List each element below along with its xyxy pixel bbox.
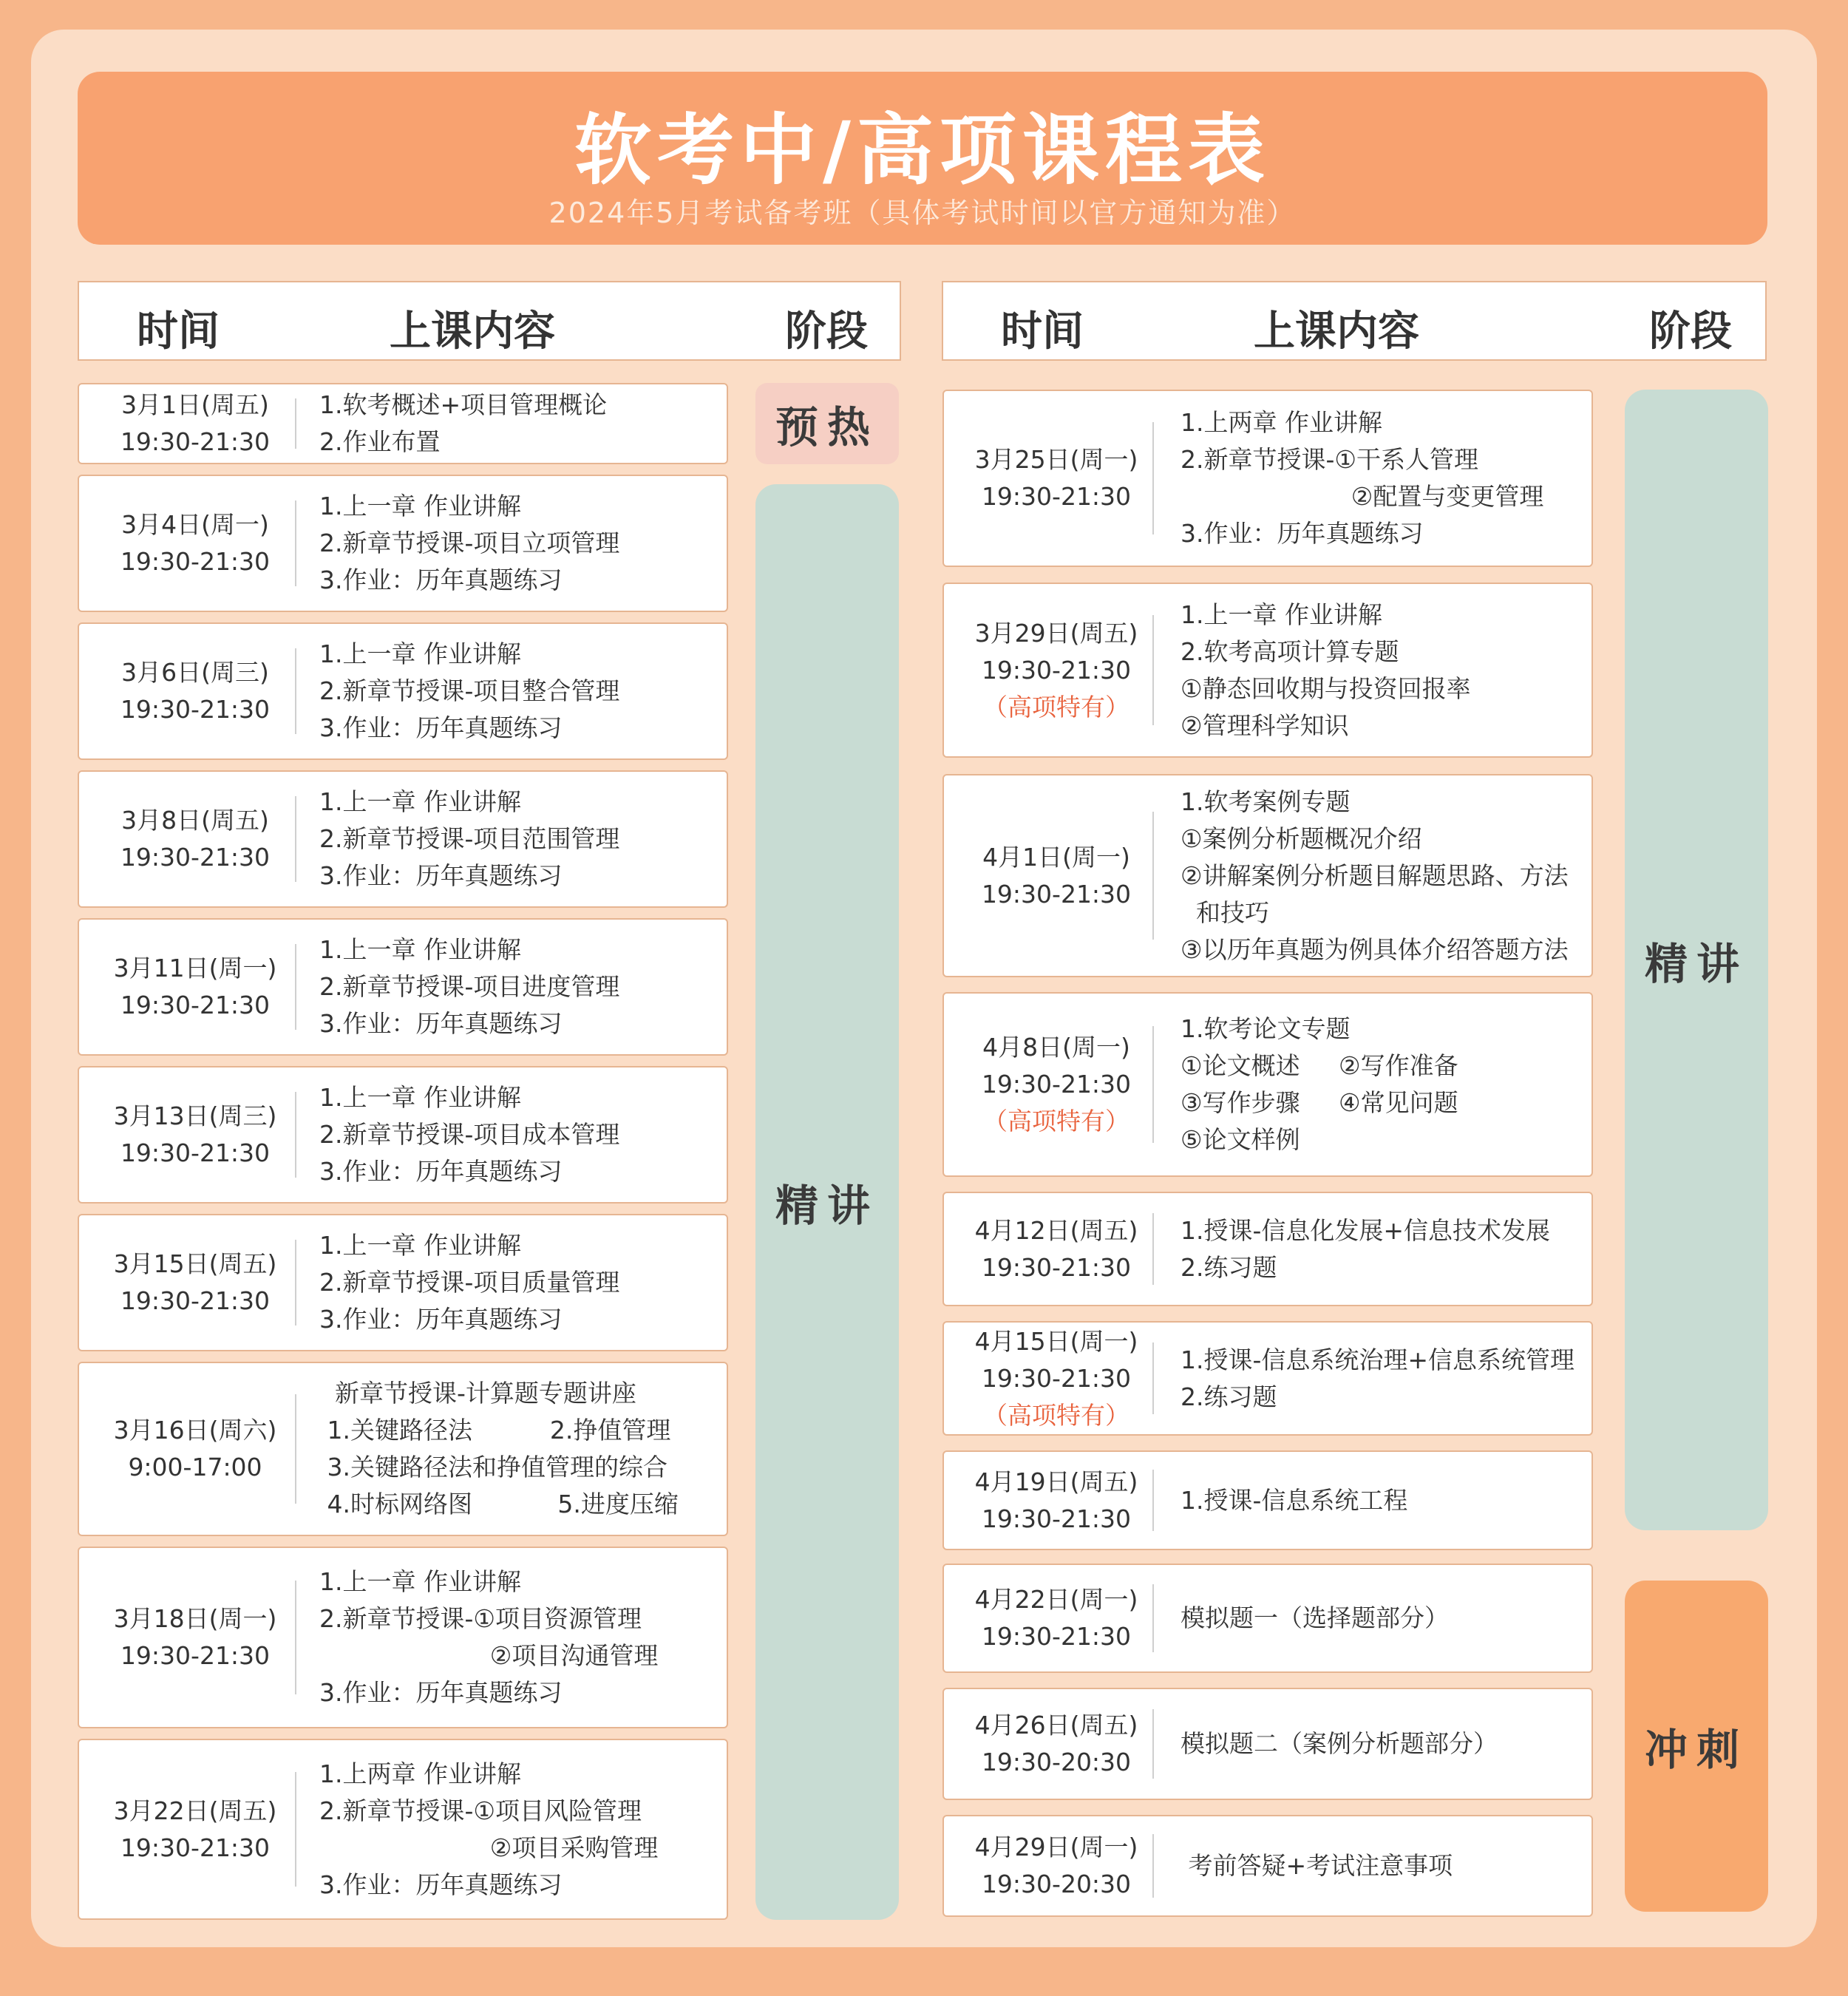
content-line: 1.上两章 作业讲解 bbox=[1181, 408, 1382, 437]
content-line: 3.作业：历年真题练习 bbox=[319, 566, 563, 594]
page-subtitle: 2024年5月考试备考班（具体考试时间以官方通知为准） bbox=[548, 197, 1297, 229]
content-line: 2.新章节授课-项目立项管理 bbox=[319, 529, 620, 557]
session-date-cell bbox=[79, 1548, 311, 1727]
content-line: 1.上一章 作业讲解 bbox=[319, 935, 521, 964]
content-line: ②项目采购管理 bbox=[319, 1833, 659, 1862]
content-line: 1.软考论文专题 bbox=[1181, 1014, 1351, 1043]
session-date-cell bbox=[79, 384, 311, 463]
schedule-row bbox=[942, 1192, 1593, 1306]
session-date: 3月18日(周一) bbox=[113, 1604, 277, 1633]
content-line: 和技巧 bbox=[1181, 897, 1269, 927]
session-date-cell bbox=[79, 1740, 311, 1918]
session-date: 3月11日(周一) bbox=[113, 954, 277, 982]
session-date: 4月26日(周五) bbox=[974, 1711, 1138, 1739]
content-line: 1.上一章 作业讲解 bbox=[1181, 600, 1382, 629]
schedule-row bbox=[942, 1564, 1593, 1673]
session-date: 4月22日(周一) bbox=[974, 1585, 1138, 1614]
session-content bbox=[319, 772, 719, 906]
special-note: （高项特有） bbox=[983, 692, 1129, 722]
content-line: 3.作业：历年真题练习 bbox=[319, 1305, 563, 1334]
session-date-cell bbox=[944, 1689, 1169, 1799]
session-date-cell bbox=[944, 1323, 1169, 1434]
content-line: 1.上一章 作业讲解 bbox=[319, 639, 521, 668]
content-line: 3.作业：历年真题练习 bbox=[319, 1678, 563, 1707]
session-time: 19:30-21:30 bbox=[120, 427, 271, 456]
content-line: 1.上一章 作业讲解 bbox=[319, 1567, 521, 1596]
content-line: 2.新章节授课-①项目资源管理 bbox=[319, 1604, 642, 1633]
content-line: 1.上两章 作业讲解 bbox=[319, 1759, 521, 1788]
session-content bbox=[319, 624, 719, 758]
session-date: 3月13日(周三) bbox=[113, 1101, 277, 1130]
content-line: 1.授课-信息系统工程 bbox=[1181, 1485, 1408, 1515]
phase-sprint-right bbox=[1625, 1581, 1768, 1912]
content-line: ⑤论文样例 bbox=[1181, 1125, 1300, 1154]
session-time: 19:30-21:30 bbox=[981, 1252, 1132, 1282]
content-line: 1.上一章 作业讲解 bbox=[319, 1083, 521, 1112]
session-time: 19:30-21:30 bbox=[120, 547, 271, 576]
row-divider bbox=[1152, 1470, 1154, 1532]
content-line: 3.作业：历年真题练习 bbox=[319, 1009, 563, 1038]
schedule-row bbox=[942, 390, 1593, 567]
session-date: 4月12日(周五) bbox=[974, 1215, 1138, 1245]
session-date: 4月15日(周一) bbox=[974, 1326, 1138, 1356]
session-date-cell bbox=[944, 1816, 1169, 1915]
schedule-row bbox=[942, 1450, 1593, 1550]
content-column-label: 上课内容 bbox=[1254, 308, 1419, 356]
stage-column-label: 阶段 bbox=[1649, 308, 1732, 356]
schedule-row bbox=[942, 1688, 1593, 1800]
content-line: 1.软考概述+项目管理概论 bbox=[319, 390, 608, 419]
phase-label: 冲刺 bbox=[1644, 1725, 1748, 1775]
content-line: 1.关键路径法 2.挣值管理 bbox=[319, 1416, 671, 1445]
content-line: 考前答疑+考试注意事项 bbox=[1181, 1851, 1453, 1880]
session-date-cell bbox=[79, 1067, 311, 1202]
content-line: 2.新章节授课-项目进度管理 bbox=[319, 972, 620, 1001]
session-content bbox=[1181, 1323, 1584, 1434]
content-line: ③写作步骤 ④常见问题 bbox=[1181, 1088, 1458, 1117]
schedule-row bbox=[78, 1066, 728, 1204]
session-time: 19:30-21:30 bbox=[120, 1833, 271, 1862]
row-divider bbox=[295, 1581, 296, 1695]
schedule-row bbox=[78, 1547, 728, 1728]
session-content bbox=[319, 920, 719, 1054]
content-line: 1.软考案例专题 bbox=[1181, 787, 1351, 816]
session-time: 19:30-21:30 bbox=[981, 1504, 1132, 1533]
session-content bbox=[319, 1215, 719, 1350]
row-divider bbox=[295, 1394, 296, 1504]
content-line: 3.作业：历年真题练习 bbox=[319, 1870, 563, 1899]
content-line: 3.作业：历年真题练习 bbox=[319, 1157, 563, 1186]
schedule-row bbox=[78, 770, 728, 908]
row-divider bbox=[295, 500, 296, 587]
row-divider bbox=[1152, 1213, 1154, 1285]
session-date: 3月8日(周五) bbox=[121, 806, 269, 835]
phase-label: 精讲 bbox=[1644, 938, 1748, 989]
session-time: 19:30-21:30 bbox=[120, 1138, 271, 1167]
session-date: 3月15日(周五) bbox=[113, 1249, 277, 1278]
phase-intensive-right bbox=[1625, 390, 1768, 1530]
session-date-cell bbox=[79, 624, 311, 758]
schedule-row bbox=[942, 1321, 1593, 1436]
content-line: 模拟题一（选择题部分） bbox=[1181, 1603, 1449, 1632]
schedule-row bbox=[942, 1815, 1593, 1917]
row-divider bbox=[295, 1772, 296, 1886]
schedule-row bbox=[78, 1739, 728, 1920]
special-note: （高项特有） bbox=[983, 1107, 1129, 1136]
session-date-cell bbox=[944, 994, 1169, 1175]
schedule-row bbox=[78, 622, 728, 760]
phase-warmup-left bbox=[755, 383, 899, 464]
row-divider bbox=[295, 398, 296, 449]
row-divider bbox=[1152, 1026, 1154, 1142]
session-date: 3月16日(周六) bbox=[113, 1416, 277, 1445]
session-date: 4月29日(周一) bbox=[974, 1833, 1138, 1861]
content-line: 2.作业布置 bbox=[319, 427, 441, 456]
schedule-row bbox=[78, 383, 728, 464]
session-date-cell bbox=[944, 1565, 1169, 1671]
content-line: 1.授课-信息系统治理+信息系统管理 bbox=[1181, 1345, 1575, 1374]
session-date-cell bbox=[944, 1452, 1169, 1549]
session-time: 19:30-20:30 bbox=[981, 1748, 1132, 1776]
time-column-label: 时间 bbox=[137, 308, 220, 356]
content-line: 2.练习题 bbox=[1181, 1382, 1277, 1411]
content-line: 2.新章节授课-项目成本管理 bbox=[319, 1120, 620, 1149]
session-time: 19:30-21:30 bbox=[981, 1070, 1132, 1099]
session-content bbox=[1181, 584, 1584, 756]
session-content bbox=[1181, 994, 1584, 1175]
content-line: 1.上一章 作业讲解 bbox=[319, 492, 521, 520]
session-date-cell bbox=[944, 1193, 1169, 1305]
left-column-header bbox=[78, 281, 901, 361]
row-divider bbox=[295, 796, 296, 883]
content-line: 2.新章节授课-项目整合管理 bbox=[319, 676, 620, 705]
content-line: 2.新章节授课-①干系人管理 bbox=[1181, 445, 1478, 474]
phase-label: 精讲 bbox=[775, 1181, 879, 1231]
session-date: 3月4日(周一) bbox=[121, 510, 269, 539]
session-time: 19:30-21:30 bbox=[120, 843, 271, 872]
session-date-cell bbox=[944, 775, 1169, 976]
session-date-cell bbox=[944, 584, 1169, 756]
row-divider bbox=[1152, 615, 1154, 725]
phase-label: 预热 bbox=[775, 402, 879, 452]
phase-intensive-left bbox=[755, 484, 899, 1920]
session-date: 3月25日(周一) bbox=[974, 445, 1138, 474]
content-line: 3.作业：历年真题练习 bbox=[1181, 519, 1424, 548]
session-content bbox=[1181, 775, 1584, 976]
content-line: 2.练习题 bbox=[1181, 1252, 1277, 1282]
content-line: 3.作业：历年真题练习 bbox=[319, 713, 563, 742]
session-content bbox=[1181, 1193, 1584, 1305]
session-date: 3月29日(周五) bbox=[974, 618, 1138, 648]
schedule-row bbox=[78, 1214, 728, 1351]
content-line: ①案例分析题概况介绍 bbox=[1181, 824, 1422, 853]
session-time: 19:30-21:30 bbox=[120, 695, 271, 724]
content-line: 3.作业：历年真题练习 bbox=[319, 861, 563, 890]
schedule-row bbox=[78, 475, 728, 612]
session-time: 19:30-21:30 bbox=[120, 1286, 271, 1315]
schedule-row bbox=[942, 992, 1593, 1177]
session-content bbox=[319, 384, 719, 463]
session-content bbox=[319, 476, 719, 611]
row-divider bbox=[1152, 1342, 1154, 1414]
session-time: 19:30-21:30 bbox=[981, 1363, 1132, 1393]
row-divider bbox=[1152, 1709, 1154, 1779]
content-line: 2.新章节授课-项目范围管理 bbox=[319, 824, 620, 853]
session-date: 4月8日(周一) bbox=[982, 1033, 1130, 1062]
row-divider bbox=[1152, 1584, 1154, 1652]
header-banner bbox=[78, 72, 1767, 245]
session-content bbox=[1181, 1816, 1584, 1915]
session-date: 3月1日(周五) bbox=[121, 390, 269, 419]
content-line: ②管理科学知识 bbox=[1181, 710, 1349, 740]
session-time: 19:30-21:30 bbox=[120, 991, 271, 1019]
session-content bbox=[1181, 1565, 1584, 1671]
session-date-cell bbox=[944, 391, 1169, 566]
session-content bbox=[1181, 1452, 1584, 1549]
page-title: 软考中/高项课程表 bbox=[574, 105, 1271, 195]
stage-column-label: 阶段 bbox=[785, 308, 868, 356]
session-content bbox=[319, 1067, 719, 1202]
session-date: 4月19日(周五) bbox=[974, 1467, 1138, 1496]
schedule-row bbox=[942, 774, 1593, 977]
row-divider bbox=[1152, 1834, 1154, 1898]
content-line: 2.新章节授课-项目质量管理 bbox=[319, 1268, 620, 1297]
content-line: 1.授课-信息化发展+信息技术发展 bbox=[1181, 1215, 1551, 1245]
session-time: 9:00-17:00 bbox=[128, 1453, 262, 1481]
content-line: ①静态回收期与投资回报率 bbox=[1181, 673, 1471, 703]
content-line: ③以历年真题为例具体介绍答题方法 bbox=[1181, 934, 1569, 964]
row-divider bbox=[295, 1240, 296, 1326]
schedule-row bbox=[78, 1362, 728, 1536]
row-divider bbox=[295, 1092, 296, 1178]
session-date: 4月1日(周一) bbox=[982, 842, 1130, 872]
content-column-label: 上课内容 bbox=[390, 308, 555, 356]
row-divider bbox=[1152, 422, 1154, 534]
schedule-row bbox=[942, 583, 1593, 758]
session-time: 19:30-21:30 bbox=[120, 1641, 271, 1670]
time-column-label: 时间 bbox=[1001, 308, 1084, 356]
session-time: 19:30-21:30 bbox=[981, 1622, 1132, 1651]
content-line: 新章节授课-计算题专题讲座 bbox=[319, 1379, 636, 1408]
content-line: ②项目沟通管理 bbox=[319, 1641, 659, 1670]
session-content bbox=[319, 1363, 719, 1535]
session-time: 19:30-21:30 bbox=[981, 482, 1132, 511]
content-line: ②配置与变更管理 bbox=[1181, 482, 1544, 511]
row-divider bbox=[295, 648, 296, 735]
session-date: 3月22日(周五) bbox=[113, 1796, 277, 1825]
content-line: ②讲解案例分析题目解题思路、方法 bbox=[1181, 860, 1569, 890]
session-time: 19:30-21:30 bbox=[981, 879, 1132, 909]
session-content bbox=[1181, 1689, 1584, 1799]
session-content bbox=[319, 1740, 719, 1918]
special-note: （高项特有） bbox=[983, 1400, 1129, 1430]
content-line: 模拟题二（案例分析题部分） bbox=[1181, 1729, 1498, 1758]
row-divider bbox=[295, 944, 296, 1031]
session-content bbox=[1181, 391, 1584, 566]
content-line: 2.新章节授课-①项目风险管理 bbox=[319, 1796, 642, 1825]
content-line: ①论文概述 ②写作准备 bbox=[1181, 1051, 1458, 1080]
schedule-row bbox=[78, 918, 728, 1056]
content-line: 3.关键路径法和挣值管理的综合 bbox=[319, 1453, 667, 1481]
session-date-cell bbox=[79, 920, 311, 1054]
session-date-cell bbox=[79, 1363, 311, 1535]
session-time: 19:30-20:30 bbox=[981, 1870, 1132, 1898]
session-date-cell bbox=[79, 476, 311, 611]
session-content bbox=[319, 1548, 719, 1727]
session-date-cell bbox=[79, 772, 311, 906]
session-time: 19:30-21:30 bbox=[981, 655, 1132, 685]
content-line: 1.上一章 作业讲解 bbox=[319, 787, 521, 816]
session-date: 3月6日(周三) bbox=[121, 658, 269, 687]
content-line: 2.软考高项计算专题 bbox=[1181, 637, 1399, 666]
right-column-header bbox=[942, 281, 1767, 361]
content-line: 1.上一章 作业讲解 bbox=[319, 1231, 521, 1260]
row-divider bbox=[1152, 812, 1154, 940]
content-line: 4.时标网络图 5.进度压缩 bbox=[319, 1490, 679, 1518]
session-date-cell bbox=[79, 1215, 311, 1350]
